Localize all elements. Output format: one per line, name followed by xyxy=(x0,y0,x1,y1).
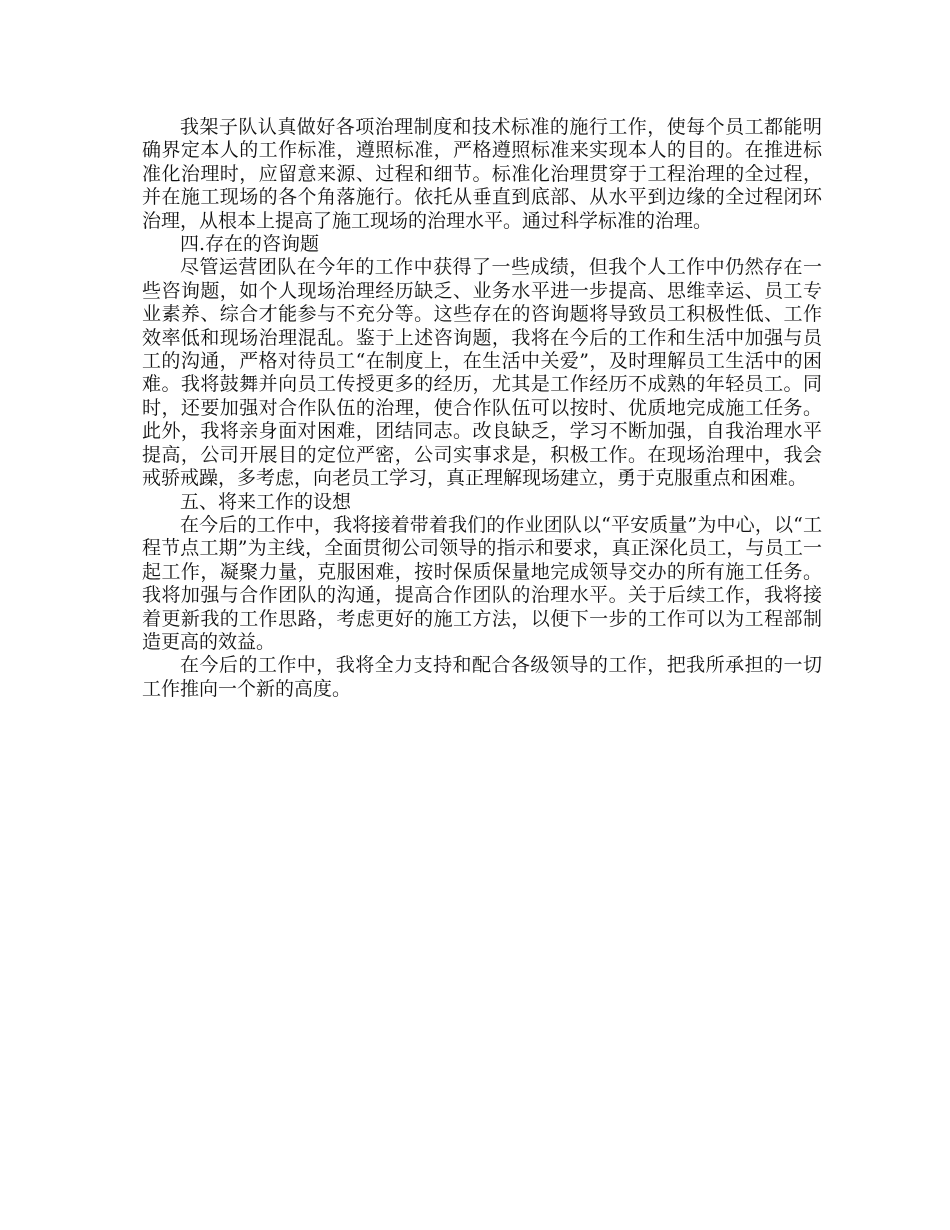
paragraph-conclusion: 在今后的工作中，我将全力支持和配合各级领导的工作，把我所承担的一切工作推向一个新的高度。 xyxy=(142,654,822,700)
paragraph-standardization: 我架子队认真做好各项治理制度和技术标准的施行工作，使每个员工都能明确界定本人的工作标准，遵照标准，严格遵照标准来实现本人的目的。在推进标准化治理时，应留意来源、过程和细节。标准化治理贯穿于工程治理的全过程，并在施工现场的各个角落施行。依托从垂直到底部、从水平到边缘的全过程闭环治理，从根本上提高了施工现场的治理水平。通过科学标准的治理。 xyxy=(142,116,822,232)
document-body xyxy=(142,116,822,701)
paragraph-existing-problems: 尽管运营团队在今年的工作中获得了一些成绩，但我个人工作中仍然存在一些咨询题，如个人现场治理经历缺乏、业务水平进一步提高、思维幸运、员工专业素养、综合才能参与不充分等。这些存在的咨询题将导致员工积极性低、工作效率低和现场治理混乱。鉴于上述咨询题，我将在今后的工作和生活中加强与员工的沟通，严格对待员工“在制度上，在生活中关爱”，及时理解员工生活中的困难。我将鼓舞并向员工传授更多的经历，尤其是工作经历不成熟的年轻员工。同时，还要加强对合作队伍的治理，使合作队伍可以按时、优质地完成施工任务。此外，我将亲身面对困难，团结同志。改良缺乏，学习不断加强，自我治理水平提高，公司开展目的定位严密，公司实事求是，积极工作。在现场治理中，我会戒骄戒躁，多考虑，向老员工学习，真正理解现场建立，勇于克服重点和困难。 xyxy=(142,256,822,490)
section-heading-future-plans: 五、将来工作的设想 xyxy=(180,490,352,513)
paragraph-future-plans: 在今后的工作中，我将接着带着我们的作业团队以“平安质量”为中心，以“工程节点工期”为主线，全面贯彻公司领导的指示和要求，真正深化员工，与员工一起工作，凝聚力量，克服困难，按时保质保量地完成领导交办的所有施工任务。我将加强与合作团队的沟通，提高合作团队的治理水平。关于后续工作，我将接着更新我的工作思路，考虑更好的施工方法，以便下一步的工作可以为工程部制造更高的效益。 xyxy=(142,513,822,653)
section-heading-existing-problems: 四.存在的咨询题 xyxy=(180,233,320,256)
